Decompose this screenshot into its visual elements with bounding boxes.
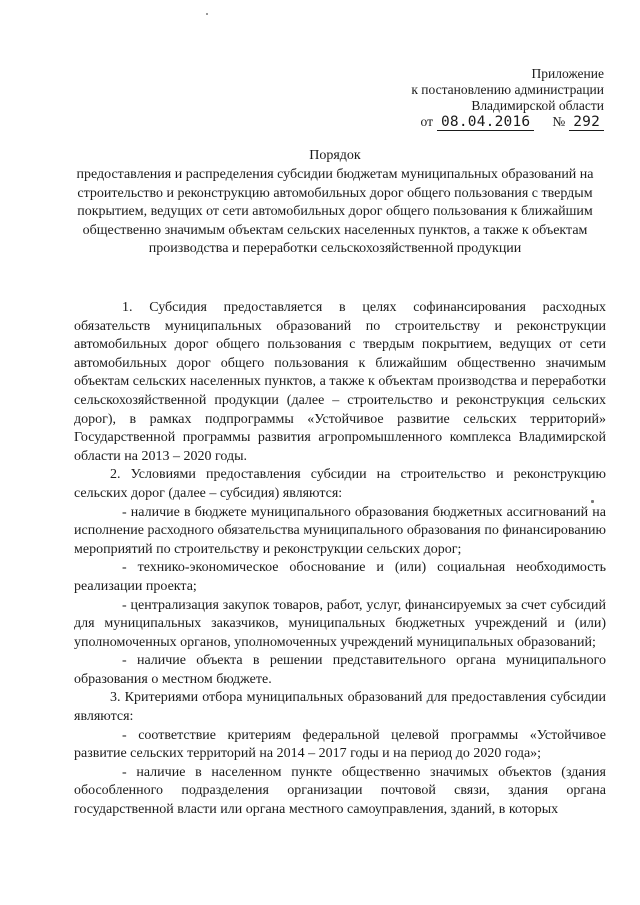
number-label: № (552, 114, 566, 129)
condition-item: - наличие объекта в решении представительного органа муниципального образования о местном бюджете. (74, 653, 606, 687)
paragraph-1: 1. Субсидия предоставляется в целях софинансирования расходных обязательств муниципальных образований по строительству и реконструкции автомобильных дорог общего пользования с твердым покрытием, ведущих от сети автомобильных дорог общего пользования к ближайшим общественно значимым объектам сельских населенных пунктов, а также к объектам производства и переработки сельскохозяйственной продукции (далее – строительство и реконструкция сельских дорог), в рамках подпрограммы «Устойчивое развитие сельских территорий» Государственной программы развития агропромышленного комплекса Владимирской области на 2013 – 2020 годы. (74, 300, 606, 464)
appendix-header (344, 66, 604, 131)
document-body (74, 299, 606, 820)
appendix-resolution-line: к постановлению администрации (411, 82, 604, 97)
paragraph-2: 2. Условиями предоставления субсидии на строительство и реконструкцию сельских дорог (далее – субсидия) являются: (74, 467, 606, 501)
resolution-number: 292 (569, 114, 604, 131)
appendix-date-line (344, 114, 604, 131)
condition-item: - наличие в бюджете муниципального образования бюджетных ассигнований на исполнение расходного обязательства муниципального образования по финансированию мероприятий по строительству и реконструкции сельских дорог; (74, 504, 606, 557)
condition-item: - технико-экономическое обоснование и (или) социальная необходимость реализации проекта; (74, 560, 606, 594)
paragraph-3: 3. Критериями отбора муниципальных образований для предоставления субсидии являются: (74, 690, 606, 725)
appendix-region-line: Владимирской области (471, 98, 604, 113)
document-title-block (70, 147, 600, 258)
condition-item: - централизация закупок товаров, работ, услуг, финансируемых за счет субсидий для муниципальных заказчиков, муниципальных бюджетных учреждений и (или) уполномоченных органов, уполномоченных учреждений муниципальных образований; (74, 597, 606, 650)
criteria-item: - соответствие критериям федеральной целевой программы «Устойчивое развитие сельских территорий на 2014 – 2017 годы и на период до 2020 года»; (74, 727, 606, 762)
criteria-item: - наличие в населенном пункте общественно значимых объектов (здания обособленного подразделения организации почтовой связи, здания органа государственной власти или органа местного самоуправления, зданий, в которых (74, 764, 606, 818)
document-heading: Порядок (309, 148, 361, 163)
date-prefix: от (420, 114, 433, 129)
appendix-title: Приложение (531, 66, 604, 81)
resolution-date: 08.04.2016 (437, 114, 534, 131)
document-subtitle: предоставления и распределения субсидии бюджетам муниципальных образований на строительство и реконструкцию автомобильных дорог общего пользования с твердым покрытием, ведущих от сети автомобильных дорог общего пользования к ближайшим общественно значимым объектам сельских населенных пунктов, а также к объектам производства и переработки сельскохозяйственной продукции (76, 167, 594, 257)
scan-speck (206, 13, 208, 15)
